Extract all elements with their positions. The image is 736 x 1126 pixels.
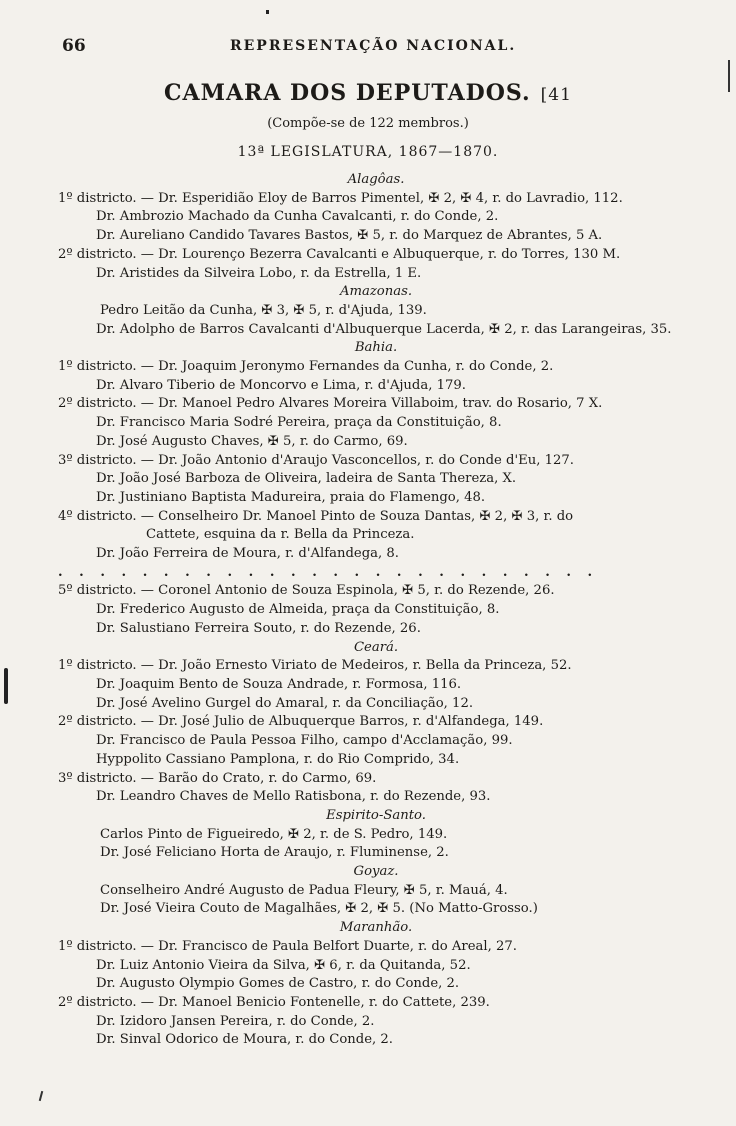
title-text: CAMARA DOS DEPUTADOS. xyxy=(164,80,531,106)
deputies-list xyxy=(58,171,694,1050)
list-item: Dr. Luiz Antonio Vieira da Silva, ✠ 6, r. da Quitanda, 52. xyxy=(96,957,471,973)
province-heading: Goyaz. xyxy=(353,864,399,880)
list-item: Dr. José Vieira Couto de Magalhães, ✠ 2, ✠ 5. (No Matto-Grosso.) xyxy=(100,901,538,917)
list-item: Dr. Aureliano Candido Tavares Bastos, ✠ 5, r. do Marquez de Abrantes, 5 A. xyxy=(96,228,603,244)
list-item-continuation: Cattete, esquina da r. Bella da Princeza. xyxy=(146,527,415,543)
province-heading: Espirito-Santo. xyxy=(326,807,426,823)
list-item: Dr. Justiniano Baptista Madureira, praia do Flamengo, 48. xyxy=(96,489,486,505)
list-item: 1º districto. — Dr. João Ernesto Viriato de Medeiros, r. Bella da Princeza, 52. xyxy=(58,658,572,674)
province-heading: Alagôas. xyxy=(347,172,405,187)
print-speck xyxy=(266,10,269,14)
leader-dots: . . . . . . . . . . . . . . . . . . . . . . . . . . xyxy=(58,564,599,580)
list-item: Dr. Alvaro Tiberio de Moncorvo e Lima, r. d'Ajuda, 179. xyxy=(96,377,466,393)
list-item: 2º districto. — Dr. Manoel Benicio Fontenelle, r. do Cattete, 239. xyxy=(58,994,490,1010)
list-item: 1º districto. — Dr. Francisco de Paula Belfort Duarte, r. do Areal, 27. xyxy=(58,938,517,954)
list-item: Dr. João Ferreira de Moura, r. d'Alfandega, 8. xyxy=(96,546,399,562)
list-item: 5º districto. — Coronel Antonio de Souza Espinola, ✠ 5, r. do Rezende, 26. xyxy=(58,583,555,599)
province-heading: Bahia. xyxy=(354,340,398,356)
binding-mark xyxy=(4,668,8,704)
list-item: 2º districto. — Dr. José Julio de Albuquerque Barros, r. d'Alfandega, 149. xyxy=(58,714,544,730)
list-item: Dr. Salustiano Ferreira Souto, r. do Rezende, 26. xyxy=(96,620,421,636)
list-item: 3º districto. — Barão do Crato, r. do Carmo, 69. xyxy=(58,770,377,786)
list-item: Dr. Francisco de Paula Pessoa Filho, campo d'Acclamação, 99. xyxy=(96,733,513,749)
list-item: Dr. João José Barboza de Oliveira, ladeira de Santa Thereza, X. xyxy=(96,471,517,487)
list-item: Hyppolito Cassiano Pamplona, r. do Rio Comprido, 34. xyxy=(96,751,460,767)
page-number: 66 xyxy=(62,36,86,56)
list-item: Dr. Sinval Odorico de Moura, r. do Conde, 2. xyxy=(96,1032,393,1048)
list-item: 4º districto. — Conselheiro Dr. Manoel Pinto de Souza Dantas, ✠ 2, ✠ 3, r. do xyxy=(58,508,574,524)
province-heading: Ceará. xyxy=(353,639,399,655)
list-item: Dr. Joaquim Bento de Souza Andrade, r. Formosa, 116. xyxy=(96,676,462,692)
province-heading: Amazonas. xyxy=(339,284,413,300)
list-item: Dr. Aristides da Silveira Lobo, r. da Estrella, 1 E. xyxy=(96,265,422,281)
list-item: 3º districto. — Dr. João Antonio d'Araujo Vasconcellos, r. do Conde d'Eu, 127. xyxy=(58,452,574,468)
margin-mark xyxy=(728,60,730,92)
list-item: Pedro Leitão da Cunha, ✠ 3, ✠ 5, r. d'Ajuda, 139. xyxy=(100,302,427,318)
list-item: 2º districto. — Dr. Manoel Pedro Alvares Moreira Villaboim, trav. do Rosario, 7 X. xyxy=(58,396,603,412)
print-speck xyxy=(39,1091,44,1101)
list-item: 1º districto. — Dr. Esperidião Eloy de Barros Pimentel, ✠ 2, ✠ 4, r. do Lavradio, 112. xyxy=(58,190,623,206)
list-item: Dr. Francisco Maria Sodré Pereira, praça da Constituição, 8. xyxy=(96,415,502,431)
section-title xyxy=(0,80,736,106)
page-header xyxy=(62,36,676,56)
list-item: Dr. Izidoro Jansen Pereira, r. do Conde, 2. xyxy=(96,1013,375,1029)
list-item: Conselheiro André Augusto de Padua Fleury, ✠ 5, r. Mauá, 4. xyxy=(100,882,508,898)
list-item: Carlos Pinto de Figueiredo, ✠ 2, r. de S. Pedro, 149. xyxy=(100,826,448,842)
legislature-heading: 13ª LEGISLATURA, 1867—1870. xyxy=(237,144,499,160)
list-item: 2º districto. — Dr. Lourenço Bezerra Cavalcanti e Albuquerque, r. do Torres, 130 M. xyxy=(58,246,621,262)
province-heading: Maranhão. xyxy=(339,920,413,936)
list-item: 1º districto. — Dr. Joaquim Jeronymo Fernandes da Cunha, r. do Conde, 2. xyxy=(58,359,554,375)
list-item: Dr. Augusto Olympio Gomes de Castro, r. do Conde, 2. xyxy=(96,976,460,992)
list-item: Dr. Frederico Augusto de Almeida, praça da Constituição, 8. xyxy=(96,602,500,618)
list-item: Dr. José Avelino Gurgel do Amaral, r. da Conciliação, 12. xyxy=(96,695,474,711)
list-item: Dr. José Augusto Chaves, ✠ 5, r. do Carmo, 69. xyxy=(96,433,408,449)
list-item: Dr. Adolpho de Barros Cavalcanti d'Albuquerque Lacerda, ✠ 2, r. das Larangeiras, 35. xyxy=(96,321,672,337)
list-item: Dr. Ambrozio Machado da Cunha Cavalcanti, r. do Conde, 2. xyxy=(96,209,499,225)
list-item: Dr. Leandro Chaves de Mello Ratisbona, r. do Rezende, 93. xyxy=(96,789,491,805)
list-item: Dr. José Feliciano Horta de Araujo, r. Fluminense, 2. xyxy=(100,845,449,861)
title-number: [41 xyxy=(540,85,572,105)
running-head: REPRESENTAÇÃO NACIONAL. xyxy=(230,38,517,54)
subtitle: (Compõe-se de 122 membros.) xyxy=(267,116,469,131)
